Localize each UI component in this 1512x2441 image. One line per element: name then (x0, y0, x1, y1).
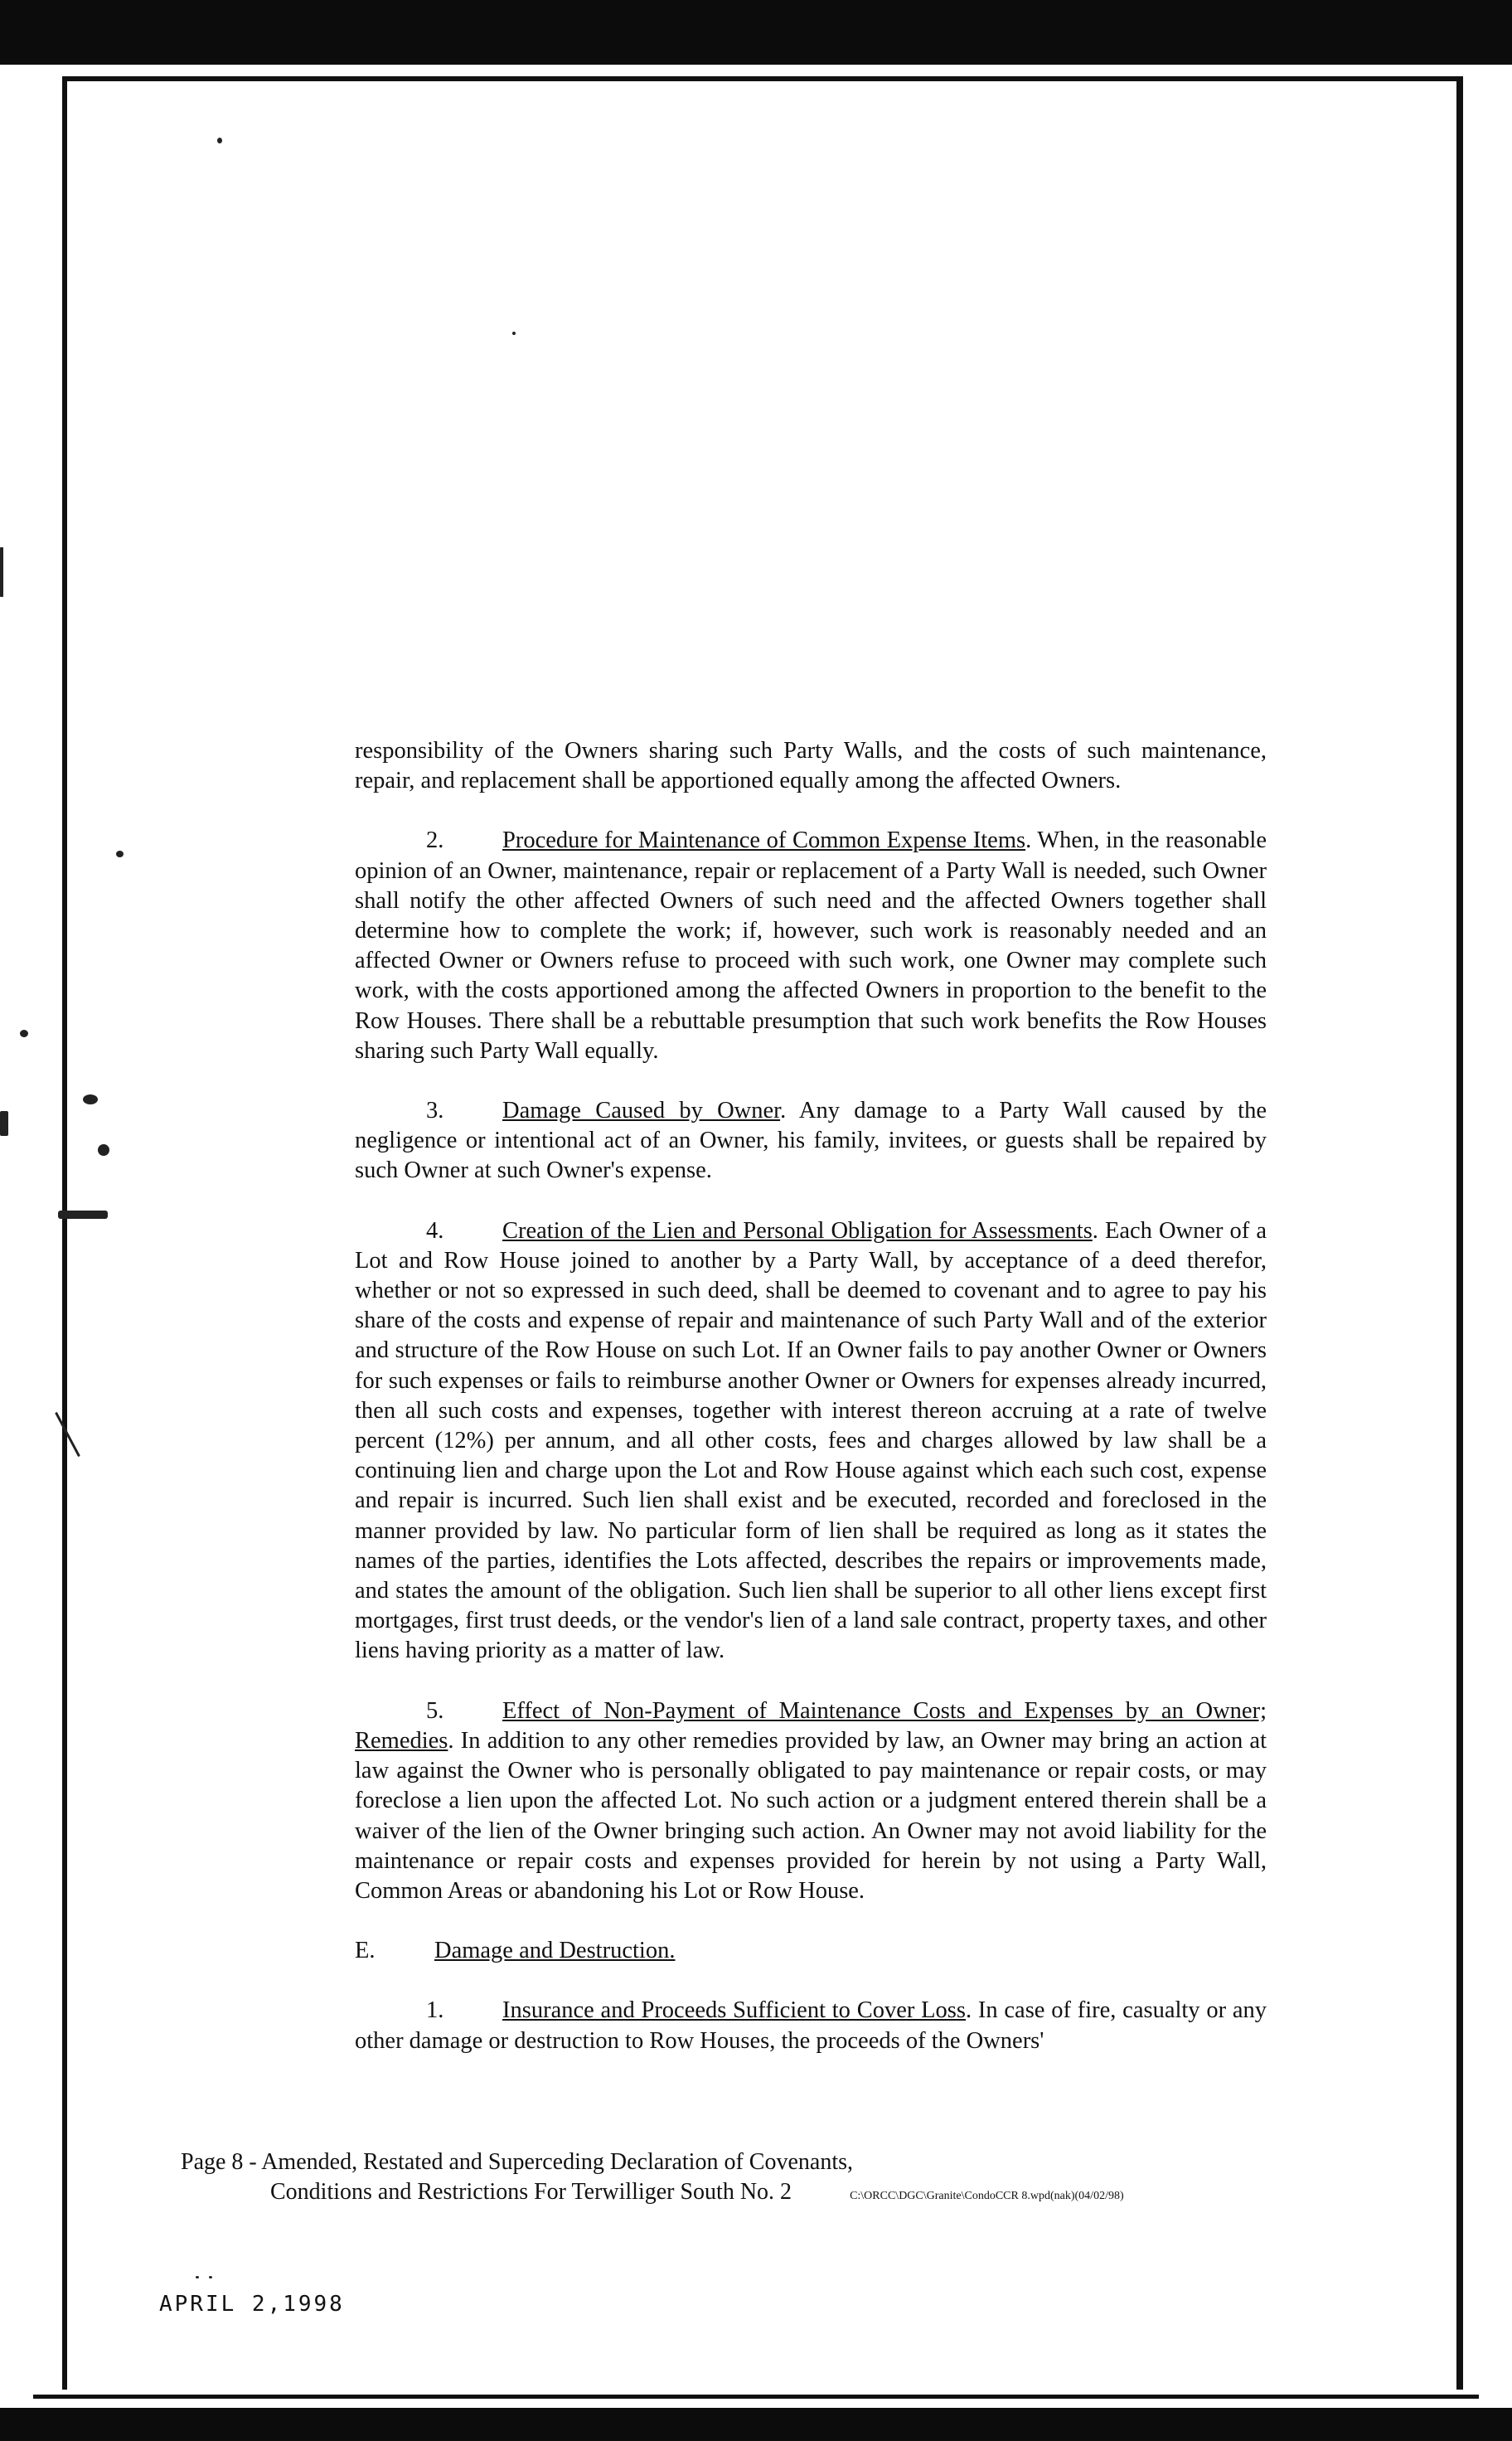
section-number: 1. (426, 1997, 444, 2024)
section-e-heading (355, 1936, 1267, 1966)
section-heading: Insurance and Proceeds Sufficient to Cover Loss (502, 1997, 966, 2024)
section-text: . In case of fire, casualty or any other damage or destruction to Row Houses, the proceeds of the Owners' (355, 1997, 1267, 2054)
section-number: 5. (426, 1697, 444, 1724)
date-stamp: APRIL 2,1998 (159, 2292, 345, 2317)
scan-speck (0, 547, 3, 597)
section-text: . Each Owner of a Lot and Row House joined to another by a Party Wall, by acceptance of a deed therefor, whether or not so expressed in such deed, shall be deemed to covenant and to agree to pay his share of the costs and expense of repair and maintenance of such Party Wall and of the exterior and structure of the Row House on such Lot. If an Owner fails to pay another Owner or Owners for such expenses or fails to reimburse another Owner or Owners for expenses already incurred, then all such costs and expenses, together with interest thereon accruing at a rate of twelve percent (12%) per annum, and all other costs, fees and charges allowed by law shall be a continuing lien and charge upon the Lot and Row House against which each such cost, expense and repair is incurred. Such lien shall exist and be executed, recorded and foreclosed in the manner provided by law. No particular form of lien shall be required as long as it states the names of the parties, identifies the Lots affected, describes the repairs or improvements made, and states the amount of the obligation. Such lien shall be superior to all other liens except first mortgages, first trust deeds, or the vendor's lien of a land sale contract, property taxes, and other liens having priority as a matter of law. (355, 1217, 1267, 1664)
section-heading: Effect of Non-Payment of Maintenance Costs and Expenses by an Owner; Remedies (355, 1697, 1267, 1754)
footer-title: Conditions and Restrictions For Terwilliger South No. 2 (270, 2179, 792, 2205)
section-heading: Procedure for Maintenance of Common Expense Items (502, 827, 1026, 854)
scan-speck (58, 1211, 108, 1219)
scan-speck (217, 138, 222, 143)
section-title: Damage and Destruction. (434, 1938, 676, 1964)
section-4-paragraph (355, 1216, 1267, 1667)
scan-top-edge (0, 0, 1512, 65)
scan-bottom-edge (0, 2408, 1512, 2441)
section-text: . Any damage to a Party Wall caused by the negligence or intentional act of an Owner, his family, invitees, or guests shall be repaired by such Owner at such Owner's expense. (355, 1098, 1267, 1184)
section-2-paragraph (355, 826, 1267, 1066)
file-path: C:\ORCC\DGC\Granite\CondoCCR 8.wpd(nak)(04/02/98) (850, 2190, 1124, 2202)
page-footer (181, 2147, 1275, 2211)
section-heading: Creation of the Lien and Personal Obligation for Assessments (502, 1217, 1093, 1244)
footer-line-2 (181, 2177, 1275, 2211)
section-3-paragraph (355, 1096, 1267, 1187)
section-5-paragraph (355, 1696, 1267, 1906)
section-text: . In addition to any other remedies provided by law, an Owner may bring an action at law against the Owner who is personally obligated to pay maintenance or repair costs, or may foreclose a lien upon the affected Lot. No such action or a judgment entered therein shall be a waiver of the lien of the Owner bringing such action. An Owner may not avoid liability for the maintenance or repair costs and expenses provided for herein by not using a Party Wall, Common Areas or abandoning his Lot or Row House. (355, 1727, 1267, 1904)
footer-line-1: Page 8 - Amended, Restated and Superceding Declaration of Covenants, (181, 2149, 853, 2175)
section-letter: E. (355, 1938, 376, 1964)
section-number: 2. (426, 827, 444, 854)
scan-bottom-rule (33, 2395, 1479, 2399)
section-number: 3. (426, 1098, 444, 1124)
section-heading: Damage Caused by Owner (502, 1098, 781, 1124)
scan-speck (512, 332, 516, 335)
section-e1-paragraph (355, 1996, 1267, 2055)
section-number: 4. (426, 1217, 444, 1244)
scan-speck (98, 1144, 109, 1156)
scan-speck (116, 851, 124, 857)
document-body (355, 736, 1267, 2086)
scan-speck (209, 2276, 212, 2278)
scan-speck (196, 2276, 199, 2278)
scan-speck (83, 1094, 98, 1104)
section-text: . When, in the reasonable opinion of an Owner, maintenance, repair or replacement of a Party Wall is needed, such Owner shall notify the other affected Owners of such need and the affected Owners together shall determine how to complete the work; if, however, such work is reasonably needed and an affected Owner or Owners refuse to proceed with such work, one Owner may complete such work, with the costs apportioned among the affected Owners in proportion to the benefit to the Row Houses. There shall be a rebuttable presumption that such work benefits the Row Houses sharing such Party Wall equally. (355, 827, 1267, 1064)
scan-speck (20, 1030, 28, 1037)
scan-speck (0, 1111, 8, 1136)
continuation-paragraph: responsibility of the Owners sharing such Party Walls, and the costs of such maintenance, repair, and replacement shall be apportioned equally among the affected Owners. (355, 738, 1267, 794)
